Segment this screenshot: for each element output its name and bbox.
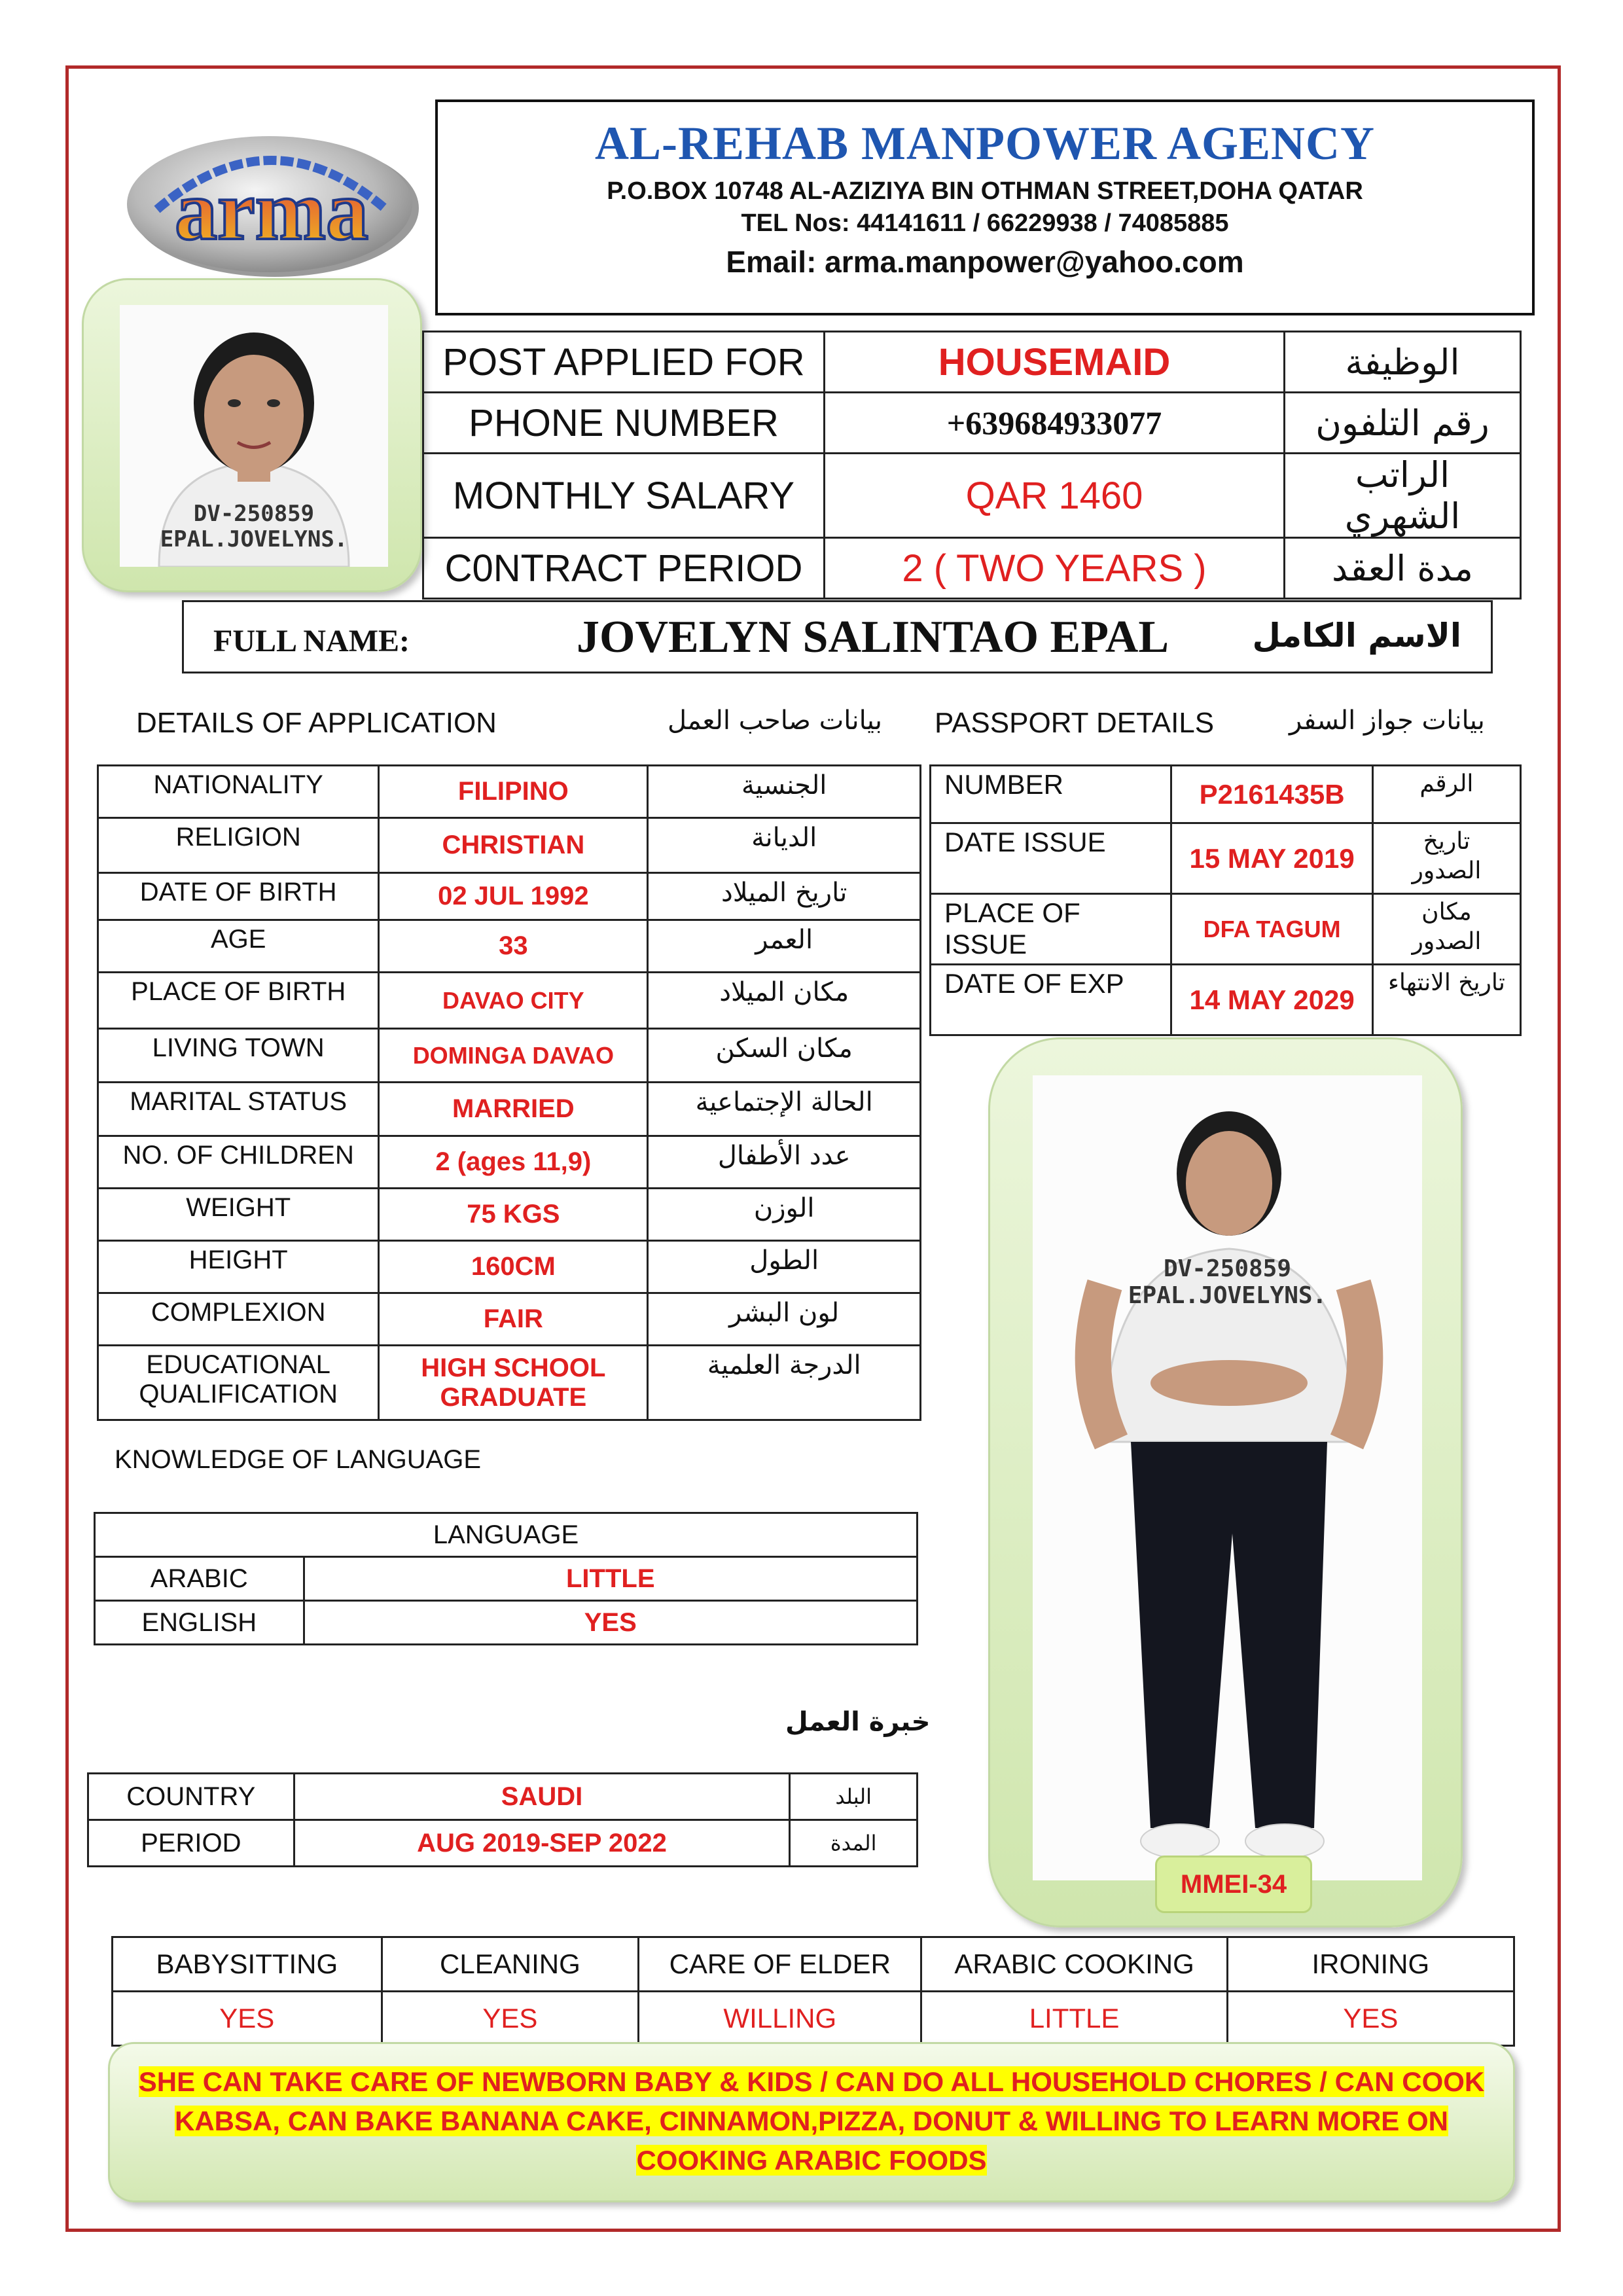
shirt-tag-line2: EPAL.JOVELYNS. [1128,1282,1327,1310]
contract-arabic: مدة العقد [1285,538,1521,599]
cell-arabic: الدرجة العلمية [648,1346,921,1420]
phone-arabic: رقم التلفون [1285,393,1521,454]
skill-value: WILLING [639,1992,921,2046]
post-arabic: الوظيفة [1285,332,1521,393]
cell-arabic: مكان السكن [648,1029,921,1083]
table-row [95,1601,918,1645]
shirt-tag-line2: EPAL.JOVELYNS. [160,526,348,553]
headshot-photo [120,305,388,567]
application-heading: DETAILS OF APPLICATION [136,707,497,739]
cell-label: DATE OF BIRTH [98,873,379,920]
experience-table [87,1772,918,1867]
skill-header: CARE OF ELDER [639,1937,921,1992]
remarks-text: SHE CAN TAKE CARE OF NEWBORN BABY & KIDS / CAN DO ALL HOUSEHOLD CHORES / CAN COOK KABSA, CAN BAKE BANANA CAKE, CINNAMON,PIZZA, DONUT & WILLING TO LEARN MORE ON COOKING ARABIC FOODS [138,2066,1485,2176]
cell-label: PLACE OF BIRTH [98,973,379,1029]
cell-label: RELIGION [98,818,379,873]
table-row [98,1136,921,1189]
cell-value: FILIPINO [379,766,648,818]
post-value: HOUSEMAID [825,332,1285,393]
cell-value: LITTLE [304,1557,917,1601]
contract-label: C0NTRACT PERIOD [423,538,825,599]
shirt-tag-line1: DV-250859 [1163,1255,1292,1282]
table-row [98,1029,921,1083]
table-row [98,1083,921,1136]
phone-value: +639684933077 [825,393,1285,454]
cell-arabic: الديانة [648,818,921,873]
cell-value: 02 JUL 1992 [379,873,648,920]
cell-arabic: لون البشر [648,1293,921,1346]
cell-label: NUMBER [931,766,1171,823]
skills-table [111,1936,1515,2047]
headshot-photo-frame [82,278,422,592]
table-row [95,1513,918,1557]
salary-label: MONTHLY SALARY [423,454,825,538]
full-name-value: JOVELYN SALINTAO EPAL [577,612,1169,662]
full-name-box [182,600,1493,673]
cell-label: DATE ISSUE [931,823,1171,894]
cell-arabic: المدة [790,1820,918,1867]
language-column-header: LANGUAGE [95,1513,918,1557]
agency-header [435,99,1535,315]
table-row [98,1241,921,1293]
table-row [931,965,1521,1035]
cell-value: DFA TAGUM [1171,894,1373,965]
cell-label: DATE OF EXP [931,965,1171,1035]
skill-value: YES [113,1992,382,2046]
cell-arabic: مكان الصدور [1372,894,1520,965]
cell-arabic: العمر [648,920,921,973]
table-row [113,1937,1514,1992]
cell-arabic: الرقم [1372,766,1520,823]
cell-arabic: الوزن [648,1189,921,1241]
cell-arabic: تاريخ الصدور [1372,823,1520,894]
contract-value: 2 ( TWO YEARS ) [825,538,1285,599]
cell-label: NO. OF CHILDREN [98,1136,379,1189]
cell-value: SAUDI [294,1774,790,1820]
cell-value: 160CM [379,1241,648,1293]
remarks-box [108,2042,1515,2202]
salary-value: QAR 1460 [825,454,1285,538]
cell-value: 33 [379,920,648,973]
skill-header: BABYSITTING [113,1937,382,1992]
cell-value: DOMINGA DAVAO [379,1029,648,1083]
full-body-photo-frame [988,1037,1463,1928]
skill-header: CLEANING [382,1937,639,1992]
passport-heading-arabic: بيانات جواز السفر [1289,706,1485,736]
table-row [98,920,921,973]
cell-label: COMPLEXION [98,1293,379,1346]
salary-arabic: الراتب الشهري [1285,454,1521,538]
cell-label: ENGLISH [95,1601,304,1645]
table-row [88,1774,918,1820]
agency-email: Email: arma.manpower@yahoo.com [726,245,1244,279]
cell-label: PERIOD [88,1820,294,1867]
application-heading-arabic: بيانات صاحب العمل [668,706,882,736]
reference-code-badge: MMEI-34 [1155,1856,1312,1913]
cell-label: NATIONALITY [98,766,379,818]
passport-heading: PASSPORT DETAILS [935,707,1215,739]
table-row [98,1293,921,1346]
post-table [422,331,1522,600]
cell-value: 2 (ages 11,9) [379,1136,648,1189]
cell-arabic: تاريخ الانتهاء [1372,965,1520,1035]
table-row [98,1346,921,1420]
table-row [423,393,1521,454]
table-row [95,1557,918,1601]
full-name-label: FULL NAME: [213,624,410,658]
agency-address: P.O.BOX 10748 AL-AZIZIYA BIN OTHMAN STREET,DOHA QATAR [607,177,1363,205]
cell-value: HIGH SCHOOL GRADUATE [379,1346,648,1420]
table-row [931,894,1521,965]
cell-label: LIVING TOWN [98,1029,379,1083]
language-heading: KNOWLEDGE OF LANGUAGE [115,1445,482,1474]
agency-phone: TEL Nos: 44141611 / 66229938 / 74085885 [741,209,1229,237]
cell-value: MARRIED [379,1083,648,1136]
cell-value: 15 MAY 2019 [1171,823,1373,894]
cell-value: FAIR [379,1293,648,1346]
skill-header: ARABIC COOKING [921,1937,1227,1992]
skill-value: LITTLE [921,1992,1227,2046]
cell-arabic: البلد [790,1774,918,1820]
cell-label: PLACE OF ISSUE [931,894,1171,965]
table-row [423,538,1521,599]
cell-arabic: مكان الميلاد [648,973,921,1029]
cell-arabic: عدد الأطفال [648,1136,921,1189]
table-row [423,332,1521,393]
agency-logo [118,124,425,288]
table-row [98,818,921,873]
cell-arabic: الطول [648,1241,921,1293]
skill-value: YES [1227,1992,1514,2046]
cell-value: AUG 2019-SEP 2022 [294,1820,790,1867]
cell-label: COUNTRY [88,1774,294,1820]
cell-arabic: الحالة الإجتماعية [648,1083,921,1136]
full-body-photo [1033,1075,1422,1880]
skill-value: YES [382,1992,639,2046]
skill-header: IRONING [1227,1937,1514,1992]
cell-label: WEIGHT [98,1189,379,1241]
table-row [98,1189,921,1241]
phone-label: PHONE NUMBER [423,393,825,454]
shirt-tag-line1: DV-250859 [193,501,315,527]
cell-value: P2161435B [1171,766,1373,823]
cell-value: YES [304,1601,917,1645]
table-row [98,873,921,920]
table-row [98,766,921,818]
cell-label: AGE [98,920,379,973]
full-name-arabic: الاسم الكامل [1252,617,1461,655]
table-row [423,454,1521,538]
cell-arabic: الجنسية [648,766,921,818]
agency-name: AL-REHAB MANPOWER AGENCY [594,117,1376,170]
cell-label: HEIGHT [98,1241,379,1293]
table-row [98,973,921,1029]
table-row [88,1820,918,1867]
experience-heading-arabic: خبرة العمل [785,1707,931,1737]
cell-label: ARABIC [95,1557,304,1601]
table-row [113,1992,1514,2046]
post-label: POST APPLIED FOR [423,332,825,393]
passport-table [929,764,1522,1036]
language-table [94,1512,918,1645]
cell-value: DAVAO CITY [379,973,648,1029]
table-row [931,766,1521,823]
table-row [931,823,1521,894]
cell-label: MARITAL STATUS [98,1083,379,1136]
cell-value: 14 MAY 2029 [1171,965,1373,1035]
cell-value: CHRISTIAN [379,818,648,873]
cell-value: 75 KGS [379,1189,648,1241]
svg-text:arma: arma [175,164,368,258]
cell-label: EDUCATIONAL QUALIFICATION [98,1346,379,1420]
application-table [97,764,921,1421]
cell-arabic: تاريخ الميلاد [648,873,921,920]
